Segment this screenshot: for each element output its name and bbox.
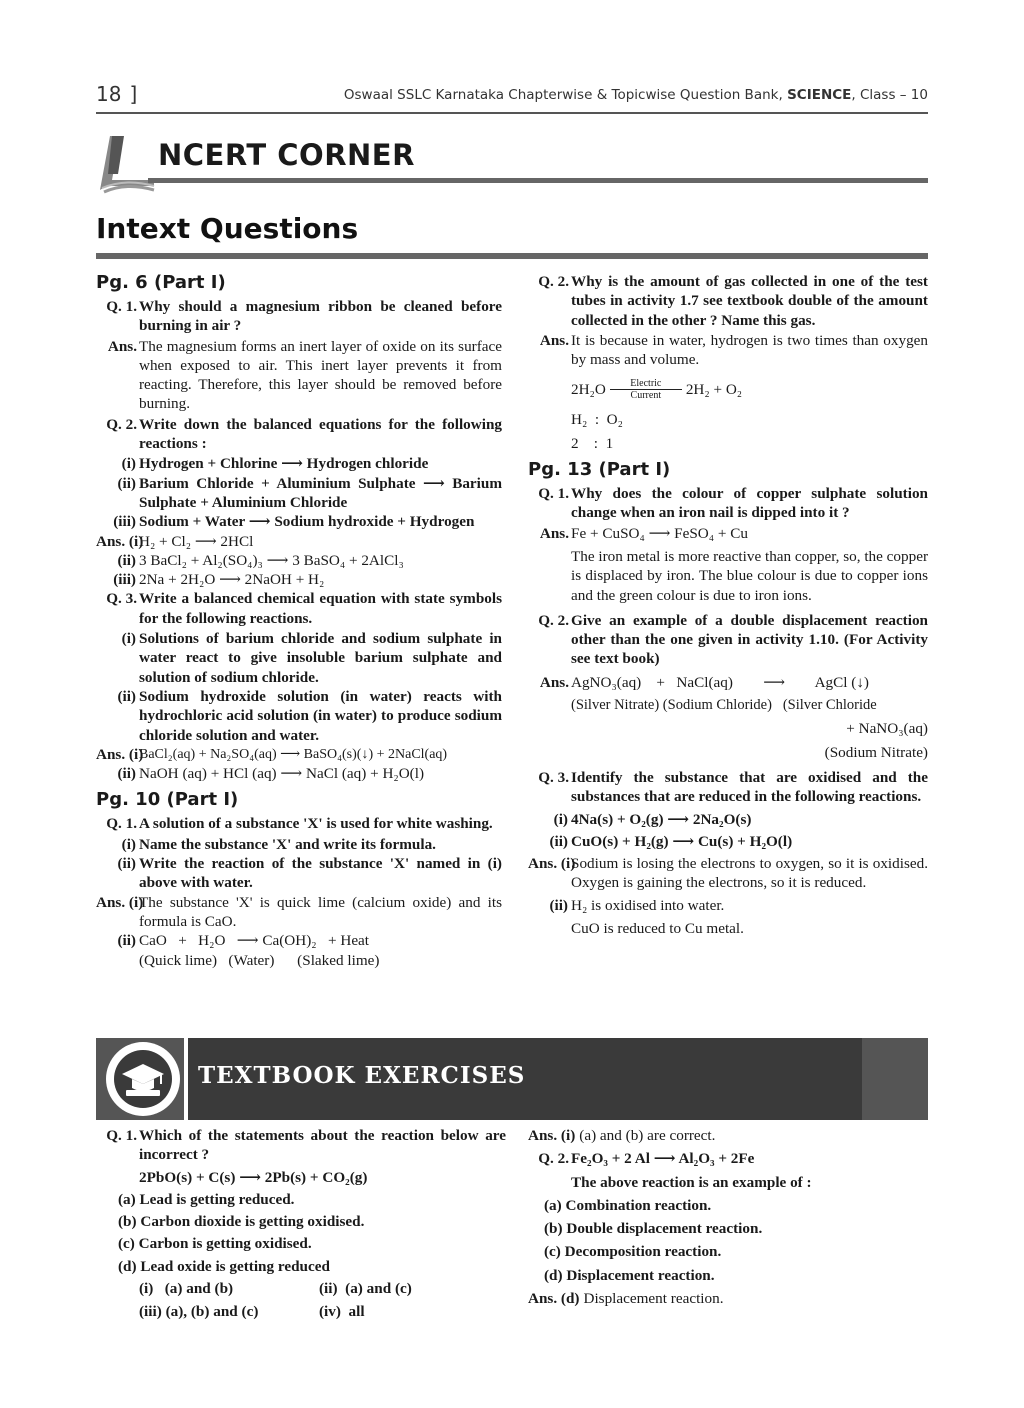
option: (c) Decomposition reaction. <box>544 1243 722 1261</box>
electrolysis-equation: 2H₂O Electric Current 2H₂ + O₂ <box>571 377 743 401</box>
exercise-left-column <box>96 1126 506 1322</box>
question: Q. 3. Identify the substance that are oxidised and the substances that are reduced in the following reactions. <box>538 768 928 806</box>
sub-question: (iii) Sodium + Water ⟶ Sodium hydroxide + Hydrogen <box>113 513 475 531</box>
question: Q. 1. A solution of a substance 'X' is used for white washing. <box>106 815 493 833</box>
answer: Ans. (i) BaCl₂(aq) + Na₂SO₄(aq) ⟶ BaSO₄(s)(↓) + 2NaCl(aq) <box>96 745 448 763</box>
graduation-cap-icon <box>106 1042 180 1116</box>
sub-question: (ii) Barium Chloride + Aluminium Sulphate ⟶ Barium Sulphate + Aluminium Chloride <box>117 474 502 511</box>
answer-line: + NaNO₃(aq) <box>846 720 928 738</box>
answer-line: (iii) 2Na + 2H₂O ⟶ 2NaOH + H₂ <box>113 571 325 589</box>
answer-line: (ii) CaO + H₂O ⟶ Ca(OH)₂ + Heat <box>117 932 370 950</box>
textbook-exercises-banner <box>96 1038 928 1120</box>
choice: (iv) all <box>319 1303 365 1321</box>
answer: Ans. (i) (a) and (b) are correct. <box>528 1127 716 1144</box>
question: Q. 2. Give an example of a double displacement reaction other than the one given in activity 1.10. (For Activity see text book) <box>538 611 928 668</box>
answer: Ans. (i) The substance 'X' is quick lime (calcium oxide) and its formula is CaO. <box>96 893 502 930</box>
answer: Ans. Fe + CuSO₄ ⟶ FeSO₄ + Cu <box>539 524 748 542</box>
right-column <box>528 272 928 938</box>
exercise-right-column <box>528 1126 928 1308</box>
question: Q. 1. Why does the colour of copper sulphate solution change when an iron nail is dipped into it ? <box>538 485 928 522</box>
answer-line: CuO is reduced to Cu metal. <box>571 920 744 938</box>
question: Q. 3. Write a balanced chemical equation with state symbols for the following reactions. <box>106 590 502 627</box>
ncert-rule <box>148 178 928 183</box>
ncert-corner-title: NCERT CORNER <box>158 138 415 172</box>
intext-questions-title: Intext Questions <box>96 212 359 245</box>
equation: 2PbO(s) + C(s) ⟶ 2Pb(s) + CO₂(g) <box>139 1168 368 1186</box>
option: (a) Lead is getting reduced. <box>118 1190 295 1208</box>
answer: Ans. (d) Displacement reaction. <box>528 1290 724 1308</box>
choice: (i) (a) and (b) <box>139 1280 234 1298</box>
answer-line: (ii) 3 BaCl₂ + Al₂(SO₄)₃ ⟶ 3 BaSO₄ + 2AlCl₃ <box>117 551 404 569</box>
option: (d) Lead oxide is getting reduced <box>118 1257 330 1275</box>
question-line: The above reaction is an example of : <box>571 1173 812 1191</box>
intext-rule <box>96 253 928 259</box>
page-number: 18 ] <box>96 82 138 106</box>
answer-line: (Sodium Nitrate) <box>824 743 928 761</box>
answer-line: (Quick lime) (Water) (Slaked lime) <box>139 951 380 969</box>
question: Q. 1. Why should a magnesium ribbon be cleaned before burning in air ? <box>106 298 502 335</box>
answer: Ans. It is because in water, hydrogen is two times than oxygen by mass and volume. <box>539 331 928 369</box>
answer: Ans. AgNO₃(aq) + NaCl(aq) ⟶ AgCl (↓) <box>539 673 869 691</box>
sub-question: (i) 4Na(s) + O₂(g) ⟶ 2Na₂O(s) <box>553 810 752 828</box>
question: Q. 2. Why is the amount of gas collected in one of the test tubes in activity 1.7 see textbook double of the amount collected in the other ? Name this gas. <box>538 273 928 329</box>
sub-question: (i) Solutions of barium chloride and sodium sulphate in water react to give insoluble barium sulphate and solution of sodium chloride. <box>121 630 502 686</box>
section-heading: Pg. 6 (Part I) <box>96 272 226 293</box>
answer-line: (Silver Nitrate) (Sodium Chloride) (Silver Chloride <box>571 697 877 714</box>
answer: Ans. The magnesium forms an inert layer of oxide on its surface when exposed to air. This inert layer prevents it from reacting. Therefore, this layer should be removed before burning. <box>107 337 502 413</box>
left-column <box>96 272 502 970</box>
choice: (ii) (a) and (c) <box>319 1280 412 1298</box>
sub-question: (ii) Write the reaction of the substance 'X' named in (i) above with water. <box>117 855 502 892</box>
sub-question: (ii) Sodium hydroxide solution (in water) reacts with hydrochloric acid solution (in water) to produce sodium chloride solution and water. <box>117 687 502 744</box>
question: Q. 1. Which of the statements about the reaction below are incorrect ? <box>106 1127 506 1164</box>
option: (b) Double displacement reaction. <box>544 1220 763 1238</box>
running-title: Oswaal SSLC Karnataka Chapterwise & Topicwise Question Bank, SCIENCE, Class – 10 <box>343 87 928 103</box>
option: (a) Combination reaction. <box>544 1196 712 1214</box>
choice-grid <box>96 1279 506 1322</box>
question: Q. 2. Fe₂O₃ + 2 Al ⟶ Al₂O₃ + 2Fe <box>538 1150 755 1168</box>
answer-text: The iron metal is more reactive than copper, so, the copper is displaced by iron. The blue colour is due to copper ions and the green colour is due to iron ions. <box>571 547 929 604</box>
header-rule <box>96 112 928 114</box>
section-heading: Pg. 13 (Part I) <box>528 459 671 481</box>
answer: Ans. (i) H₂ + Cl₂ ⟶ 2HCl <box>96 532 254 550</box>
book-n-logo-icon <box>98 130 156 194</box>
option: (b) Carbon dioxide is getting oxidised. <box>118 1213 365 1231</box>
ratio-line: H₂ : O₂ <box>571 411 623 429</box>
ncert-corner-banner <box>96 128 928 198</box>
answer-line: (ii) H₂ is oxidised into water. <box>549 896 725 914</box>
choice: (iii) (a), (b) and (c) <box>139 1303 259 1321</box>
running-header <box>96 84 928 108</box>
option: (d) Displacement reaction. <box>544 1266 715 1284</box>
sub-question: (i) Hydrogen + Chlorine ⟶ Hydrogen chloride <box>121 455 429 473</box>
section-heading: Pg. 10 (Part I) <box>96 789 239 811</box>
ratio-line: 2 : 1 <box>571 434 614 452</box>
answer-line: (ii) NaOH (aq) + HCl (aq) ⟶ NaCl (aq) + H₂O(l) <box>117 765 425 783</box>
sub-question: (i) Name the substance 'X' and write its formula. <box>121 835 436 853</box>
answer: Ans. (i) Sodium is losing the electrons to oxygen, so it is oxidised. Oxygen is gaining the electrons, so it is reduced. <box>528 855 928 892</box>
question: Q. 2. Write down the balanced equations for the following reactions : <box>106 415 502 453</box>
option: (c) Carbon is getting oxidised. <box>118 1235 312 1253</box>
sub-question: (ii) CuO(s) + H₂(g) ⟶ Cu(s) + H₂O(l) <box>549 832 793 850</box>
textbook-exercises-title: TEXTBOOK EXERCISES <box>198 1062 526 1089</box>
